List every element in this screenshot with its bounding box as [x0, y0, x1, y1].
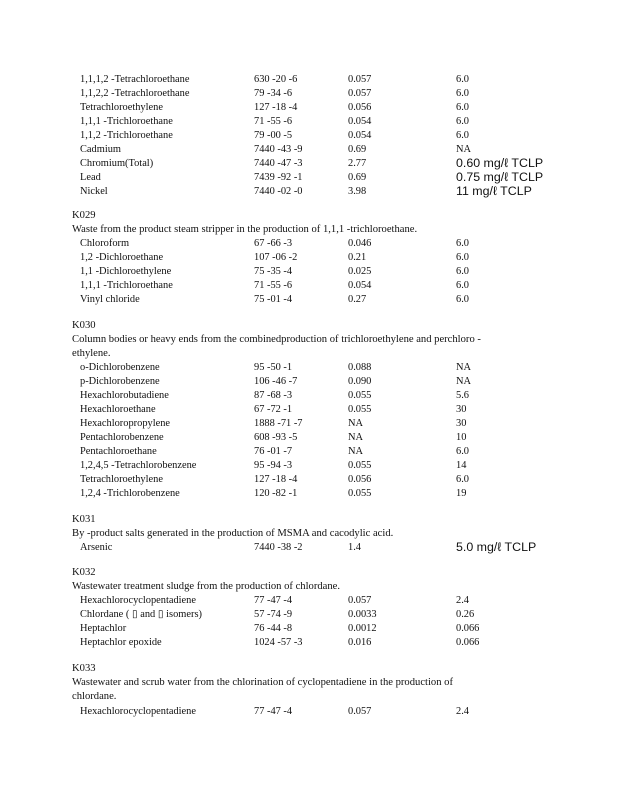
constituent-name: Chlordane ( ▯ and ▯ isomers)	[80, 609, 202, 620]
table-row	[0, 87, 618, 101]
cas-number: 75 -35 -4	[254, 266, 293, 277]
wastewater-standard: 0.27	[348, 294, 367, 305]
wastewater-standard: NA	[348, 432, 364, 443]
constituent-name: 1,1,1 -Trichloroethane	[80, 116, 173, 127]
cas-number: 630 -20 -6	[254, 74, 298, 85]
constituent-name: 1,1,1,2 -Tetrachloroethane	[80, 74, 190, 85]
nonwastewater-standard: 2.4	[456, 595, 469, 606]
table-row	[0, 143, 618, 157]
constituent-name: 1,2,4 -Trichlorobenzene	[80, 488, 180, 499]
nonwastewater-standard: 2.4	[456, 706, 469, 717]
constituent-name: o-Dichlorobenzene	[80, 362, 160, 373]
nonwastewater-standard: 6.0	[456, 88, 469, 99]
nonwastewater-standard: NA	[456, 144, 472, 155]
waste-code-k031: K031	[72, 514, 96, 525]
cas-number: 7440 -47 -3	[254, 158, 303, 169]
nonwastewater-standard: 0.066	[456, 623, 480, 634]
wastewater-standard: 2.77	[348, 158, 367, 169]
nonwastewater-standard: 30	[456, 418, 467, 429]
cas-number: 608 -93 -5	[254, 432, 298, 443]
wastewater-standard: 0.69	[348, 172, 367, 183]
cas-number: 127 -18 -4	[254, 474, 298, 485]
waste-description: Wastewater treatment sludge from the production of chlordane.	[72, 581, 341, 592]
constituent-name: Cadmium	[80, 144, 121, 155]
cas-number: 76 -44 -8	[254, 623, 293, 634]
table-row	[0, 445, 618, 459]
nonwastewater-standard: 14	[456, 460, 467, 471]
cas-number: 1888 -71 -7	[254, 418, 303, 429]
table-row	[0, 73, 618, 87]
constituent-name: Arsenic	[80, 542, 113, 553]
table-row	[0, 459, 618, 473]
constituent-name: 1,2 -Dichloroethane	[80, 252, 164, 263]
wastewater-standard: 3.98	[348, 186, 367, 197]
constituent-name: 1,2,4,5 -Tetrachlorobenzene	[80, 460, 197, 471]
wastewater-standard: 0.054	[348, 116, 372, 127]
constituent-name: 1,1,1 -Trichloroethane	[80, 280, 173, 291]
cas-number: 7440 -43 -9	[254, 144, 303, 155]
constituent-name: p-Dichlorobenzene	[80, 376, 160, 387]
nonwastewater-standard: 6.0	[456, 238, 469, 249]
table-row	[0, 251, 618, 265]
wastewater-standard: NA	[348, 446, 364, 457]
constituent-name: Hexachloropropylene	[80, 418, 171, 429]
constituent-name: Hexachloroethane	[80, 404, 156, 415]
cas-number: 57 -74 -9	[254, 609, 293, 620]
cas-number: 79 -34 -6	[254, 88, 293, 99]
waste-description: Column bodies or heavy ends from the combinedproduction of trichloroethylene and perchloro -	[72, 334, 481, 345]
cas-number: 7440 -02 -0	[254, 186, 303, 197]
wastewater-standard: 0.016	[348, 637, 372, 648]
nonwastewater-standard: 30	[456, 404, 467, 415]
table-row	[0, 375, 618, 389]
table-row	[0, 157, 618, 171]
constituent-name: Hexachlorocyclopentadiene	[80, 595, 196, 606]
cas-number: 71 -55 -6	[254, 116, 293, 127]
nonwastewater-standard: 6.0	[456, 102, 469, 113]
waste-code-k032: K032	[72, 567, 96, 578]
wastewater-standard: 0.054	[348, 280, 372, 291]
nonwastewater-standard: 19	[456, 488, 467, 499]
wastewater-standard: 0.69	[348, 144, 367, 155]
table-row	[0, 431, 618, 445]
nonwastewater-standard: 6.0	[456, 130, 469, 141]
table-row	[0, 473, 618, 487]
nonwastewater-standard: 0.75 mg/ℓ TCLP	[456, 170, 544, 184]
table-row	[0, 705, 618, 719]
nonwastewater-standard: NA	[456, 362, 472, 373]
nonwastewater-standard: 6.0	[456, 280, 469, 291]
table-row	[0, 237, 618, 251]
cas-number: 120 -82 -1	[254, 488, 298, 499]
table-row	[0, 608, 618, 622]
constituent-name: Vinyl chloride	[80, 294, 140, 305]
wastewater-standard: 0.090	[348, 376, 372, 387]
table-row	[0, 279, 618, 293]
waste-description: By -product salts generated in the production of MSMA and cacodylic acid.	[72, 528, 394, 539]
wastewater-standard: 0.055	[348, 390, 372, 401]
cas-number: 1024 -57 -3	[254, 637, 303, 648]
cas-number: 67 -66 -3	[254, 238, 293, 249]
table-row	[0, 171, 618, 185]
cas-number: 7439 -92 -1	[254, 172, 303, 183]
table-row	[0, 403, 618, 417]
wastewater-standard: 0.054	[348, 130, 372, 141]
wastewater-standard: 0.057	[348, 706, 372, 717]
nonwastewater-standard: 11 mg/ℓ TCLP	[456, 184, 532, 198]
constituent-name: Heptachlor epoxide	[80, 637, 162, 648]
table-row	[0, 293, 618, 307]
waste-code-k030: K030	[72, 320, 96, 331]
constituent-name: Tetrachloroethylene	[80, 102, 163, 113]
wastewater-standard: 1.4	[348, 542, 361, 553]
table-row	[0, 594, 618, 608]
table-row	[0, 541, 618, 555]
table-row	[0, 129, 618, 143]
cas-number: 79 -00 -5	[254, 130, 293, 141]
wastewater-standard: 0.057	[348, 74, 372, 85]
constituent-name: Pentachlorobenzene	[80, 432, 164, 443]
constituent-name: Hexachlorobutadiene	[80, 390, 169, 401]
constituent-name: 1,1 -Dichloroethylene	[80, 266, 172, 277]
wastewater-standard: 0.088	[348, 362, 372, 373]
nonwastewater-standard: 6.0	[456, 266, 469, 277]
nonwastewater-standard: 0.26	[456, 609, 475, 620]
wastewater-standard: 0.057	[348, 88, 372, 99]
cas-number: 77 -47 -4	[254, 595, 293, 606]
wastewater-standard: 0.056	[348, 474, 372, 485]
waste-description: Wastewater and scrub water from the chlorination of cyclopentadiene in the production of	[72, 677, 453, 688]
cas-number: 77 -47 -4	[254, 706, 293, 717]
nonwastewater-standard: 6.0	[456, 294, 469, 305]
table-row	[0, 389, 618, 403]
wastewater-standard: 0.046	[348, 238, 372, 249]
waste-code-k029: K029	[72, 210, 96, 221]
cas-number: 95 -50 -1	[254, 362, 293, 373]
cas-number: 107 -06 -2	[254, 252, 298, 263]
constituent-name: Hexachlorocyclopentadiene	[80, 706, 196, 717]
nonwastewater-standard: 6.0	[456, 252, 469, 263]
wastewater-standard: 0.21	[348, 252, 367, 263]
constituent-name: Tetrachloroethylene	[80, 474, 163, 485]
nonwastewater-standard: 0.60 mg/ℓ TCLP	[456, 156, 544, 170]
table-row	[0, 622, 618, 636]
nonwastewater-standard: 0.066	[456, 637, 480, 648]
cas-number: 71 -55 -6	[254, 280, 293, 291]
wastewater-standard: 0.025	[348, 266, 372, 277]
waste-description-continued: chlordane.	[72, 691, 117, 702]
constituent-name: Chloroform	[80, 238, 130, 249]
constituent-name: Lead	[80, 172, 101, 183]
waste-description-continued: ethylene.	[72, 348, 111, 359]
wastewater-standard: 0.056	[348, 102, 372, 113]
wastewater-standard: 0.055	[348, 488, 372, 499]
constituent-name: Pentachloroethane	[80, 446, 157, 457]
cas-number: 75 -01 -4	[254, 294, 293, 305]
table-row	[0, 185, 618, 199]
wastewater-standard: NA	[348, 418, 364, 429]
constituent-name: Nickel	[80, 186, 108, 197]
constituent-name: Chromium(Total)	[80, 158, 154, 169]
wastewater-standard: 0.0012	[348, 623, 377, 634]
nonwastewater-standard: 5.0 mg/ℓ TCLP	[456, 540, 537, 554]
table-row	[0, 636, 618, 650]
nonwastewater-standard: NA	[456, 376, 472, 387]
cas-number: 67 -72 -1	[254, 404, 293, 415]
nonwastewater-standard: 5.6	[456, 390, 469, 401]
cas-number: 95 -94 -3	[254, 460, 293, 471]
cas-number: 127 -18 -4	[254, 102, 298, 113]
constituent-name: Heptachlor	[80, 623, 127, 634]
cas-number: 7440 -38 -2	[254, 542, 303, 553]
table-row	[0, 417, 618, 431]
table-row	[0, 487, 618, 501]
wastewater-standard: 0.057	[348, 595, 372, 606]
nonwastewater-standard: 6.0	[456, 116, 469, 127]
nonwastewater-standard: 6.0	[456, 74, 469, 85]
table-row	[0, 361, 618, 375]
wastewater-standard: 0.055	[348, 460, 372, 471]
table-row	[0, 115, 618, 129]
cas-number: 76 -01 -7	[254, 446, 293, 457]
constituent-name: 1,1,2 -Trichloroethane	[80, 130, 173, 141]
table-row	[0, 101, 618, 115]
nonwastewater-standard: 6.0	[456, 474, 469, 485]
cas-number: 106 -46 -7	[254, 376, 298, 387]
cas-number: 87 -68 -3	[254, 390, 293, 401]
nonwastewater-standard: 10	[456, 432, 467, 443]
nonwastewater-standard: 6.0	[456, 446, 469, 457]
wastewater-standard: 0.0033	[348, 609, 377, 620]
constituent-name: 1,1,2,2 -Tetrachloroethane	[80, 88, 190, 99]
table-row	[0, 265, 618, 279]
waste-code-k033: K033	[72, 663, 96, 674]
waste-description: Waste from the product steam stripper in the production of 1,1,1 -trichloroethane.	[72, 224, 418, 235]
wastewater-standard: 0.055	[348, 404, 372, 415]
